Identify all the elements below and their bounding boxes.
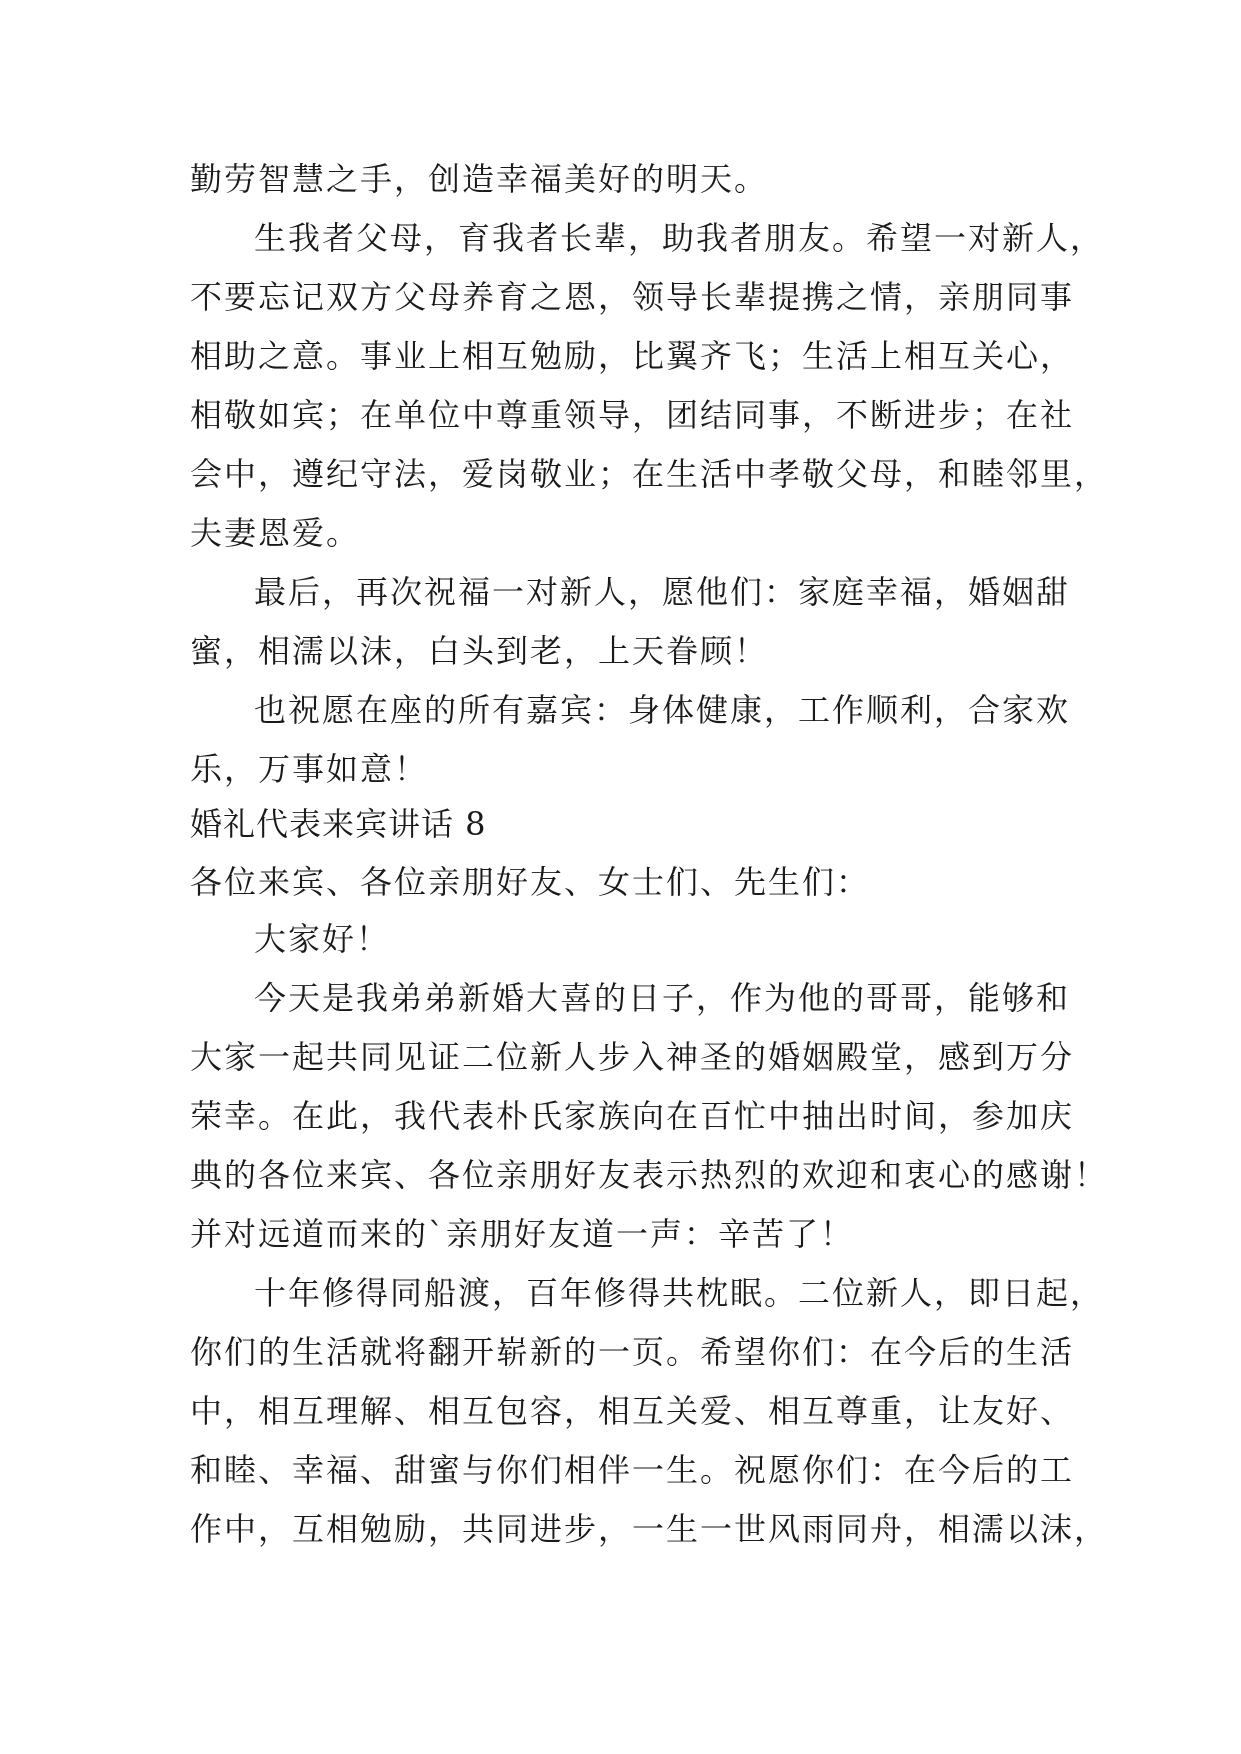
paragraph-start: 今天是我弟弟新婚大喜的日子，作为他的哥哥，能够和 xyxy=(254,979,1071,1017)
text-line: 不要忘记双方父母养育之恩，领导长辈提携之情，亲朋同事 xyxy=(190,278,1075,316)
salutation: 各位来宾、各位亲朋好友、女士们、先生们： xyxy=(190,863,871,901)
text-line: 你们的生活就将翻开崭新的一页。希望你们：在今后的生活 xyxy=(190,1333,1075,1371)
paragraph-start: 十年修得同船渡，百年修得共枕眠。二位新人，即日起， xyxy=(254,1274,1105,1312)
text-line: 会中，遵纪守法，爱岗敬业；在生活中孝敬父母，和睦邻里， xyxy=(190,455,1109,493)
text-line: 相敬如宾；在单位中尊重领导，团结同事，不断进步；在社 xyxy=(190,396,1075,434)
text-line: 中，相互理解、相互包容，相互关爱、相互尊重，让友好、 xyxy=(190,1392,1075,1430)
text-line: 夫妻恩爱。 xyxy=(190,514,361,552)
text-line: 乐，万事如意！ xyxy=(190,750,429,788)
text-line: 和睦、幸福、甜蜜与你们相伴一生。祝愿你们：在今后的工 xyxy=(190,1451,1075,1489)
paragraph-start: 也祝愿在座的所有嘉宾：身体健康，工作顺利，合家欢 xyxy=(254,691,1071,729)
text-line: 相助之意。事业上相互勉励，比翼齐飞；生活上相互关心， xyxy=(190,337,1075,375)
paragraph-start: 最后，再次祝福一对新人，愿他们：家庭幸福，婚姻甜 xyxy=(254,573,1071,611)
text-line: 作中，互相勉励，共同进步，一生一世风雨同舟，相濡以沫， xyxy=(190,1510,1109,1548)
greeting: 大家好！ xyxy=(254,920,391,958)
section-heading: 婚礼代表来宾讲话 8 xyxy=(190,805,487,843)
text-line: 并对远道而来的`亲朋好友道一声：辛苦了！ xyxy=(190,1215,855,1253)
paragraph-start: 生我者父母，育我者长辈，助我者朋友。希望一对新人， xyxy=(254,219,1105,257)
text-line: 勤劳智慧之手，创造幸福美好的明天。 xyxy=(190,160,769,198)
text-line: 蜜，相濡以沫，白头到老，上天眷顾！ xyxy=(190,632,769,670)
text-line: 大家一起共同见证二位新人步入神圣的婚姻殿堂，感到万分 xyxy=(190,1038,1075,1076)
text-line: 典的各位来宾、各位亲朋好友表示热烈的欢迎和衷心的感谢！ xyxy=(190,1156,1109,1194)
text-line: 荣幸。在此，我代表朴氏家族向在百忙中抽出时间，参加庆 xyxy=(190,1097,1075,1135)
